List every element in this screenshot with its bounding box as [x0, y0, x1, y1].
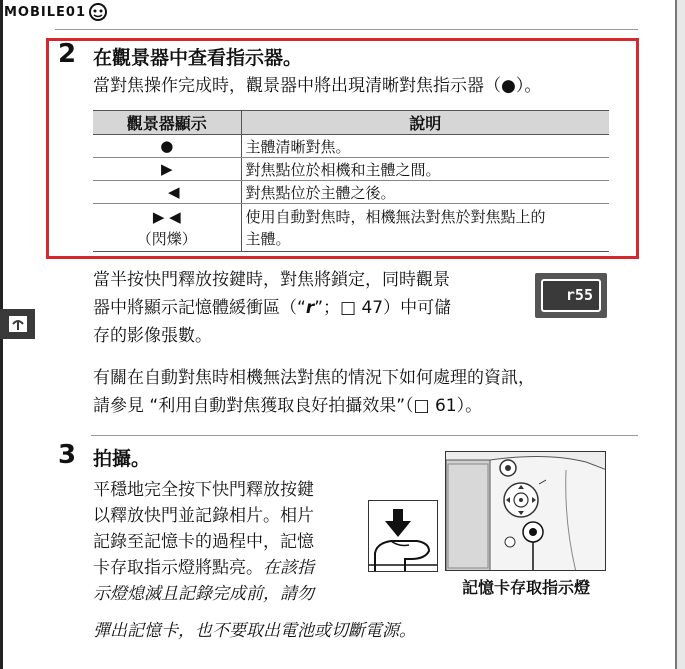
table-row: [93, 135, 609, 158]
step-3-number: 3: [58, 440, 77, 470]
blinking-note: （閃爍）: [136, 229, 197, 248]
step-3-line-4: 卡存取指示燈將點亮。在該指: [93, 558, 314, 578]
logo-text: MOBILE01: [4, 4, 86, 20]
step-3-body: [93, 477, 314, 607]
step-3-line-3: 記錄至記憶卡的過程中，記憶: [93, 532, 314, 552]
focus-indicator-left-arrow: ◀: [93, 181, 241, 204]
buffer-display-readout: r55: [541, 279, 601, 312]
step-3-line-1: 平穩地完全按下快門釋放按鍵: [93, 480, 314, 500]
focus-lock-line-2: 器中將顯示記憶體緩衝區（“r”；□ 47）中可儲: [93, 298, 452, 318]
table-cell-description: [241, 204, 609, 252]
site-logo: [4, 1, 108, 23]
section-divider: [91, 435, 638, 436]
camera-back-illustration: [445, 451, 606, 571]
step-2-intro: 當對焦操作完成時，觀景器中將出現清晰對焦指示器（●）。: [93, 76, 542, 96]
logo-face-icon: [88, 2, 108, 22]
viewfinder-indicator-table: [93, 110, 609, 252]
table-row: [93, 204, 609, 252]
top-divider: [55, 29, 638, 30]
focus-lock-line-3: 存的影像張數。: [93, 326, 212, 346]
step-3-title: 拍攝。: [93, 448, 151, 470]
focus-indicator-both-arrows: [93, 204, 241, 252]
table-cell-description: 主體清晰對焦。: [241, 135, 609, 158]
page-ref-47[interactable]: □ 47）中可儲: [340, 298, 452, 318]
camera-body-icon: [446, 452, 606, 571]
focus-lock-line-1: 當半按快門釋放按鍵時，對焦將鎖定，同時觀景: [93, 270, 450, 290]
card-access-lamp-caption: 記憶卡存取指示燈: [462, 578, 591, 597]
focus-lock-paragraph: [93, 266, 451, 350]
focus-indicator-right-arrow: ▶: [93, 158, 241, 181]
table-header-description: 說明: [241, 111, 609, 135]
description-line-1: 使用自動對焦時，相機無法對焦於對焦點上的: [245, 207, 546, 226]
autofocus-help-line-2: 請參見 “利用自動對焦獲取良好拍攝效果”（□ 61）。: [93, 396, 483, 416]
step-2-number: 2: [58, 39, 77, 69]
table-header-display: 觀景器顯示: [93, 111, 241, 135]
step-3-line-5: 示燈熄滅且記錄完成前，請勿: [93, 584, 314, 604]
finger-press-icon: [369, 501, 438, 572]
buffer-symbol: r: [305, 298, 315, 318]
focus-indicator-dot: ●: [93, 135, 241, 158]
autofocus-help-paragraph: [93, 364, 535, 420]
table-cell-description: 對焦點位於主體之後。: [241, 181, 609, 204]
shutter-press-illustration: [368, 500, 438, 572]
step-3-line-2: 以釋放快門並記錄相片。相片: [93, 506, 314, 526]
table-row: [93, 181, 609, 204]
scrollbar-track[interactable]: [677, 0, 685, 669]
table-cell-description: 對焦點位於相機和主體之間。: [241, 158, 609, 181]
table-row: [93, 158, 609, 181]
camera-mode-icon: [0, 309, 35, 339]
autofocus-chapter-tab[interactable]: [0, 309, 35, 339]
autofocus-help-line-1: 有關在自動對焦時相機無法對焦的情況下如何處理的資訊，: [93, 368, 535, 388]
step-3-line-6: 彈出記憶卡，也不要取出電池或切斷電源。: [93, 621, 416, 641]
description-line-2: 主體。: [245, 229, 291, 248]
both-arrows-symbol: ▶ ◀: [152, 207, 181, 226]
buffer-display-icon: [535, 273, 607, 318]
step-2-title: 在觀景器中查看指示器。: [93, 47, 303, 69]
